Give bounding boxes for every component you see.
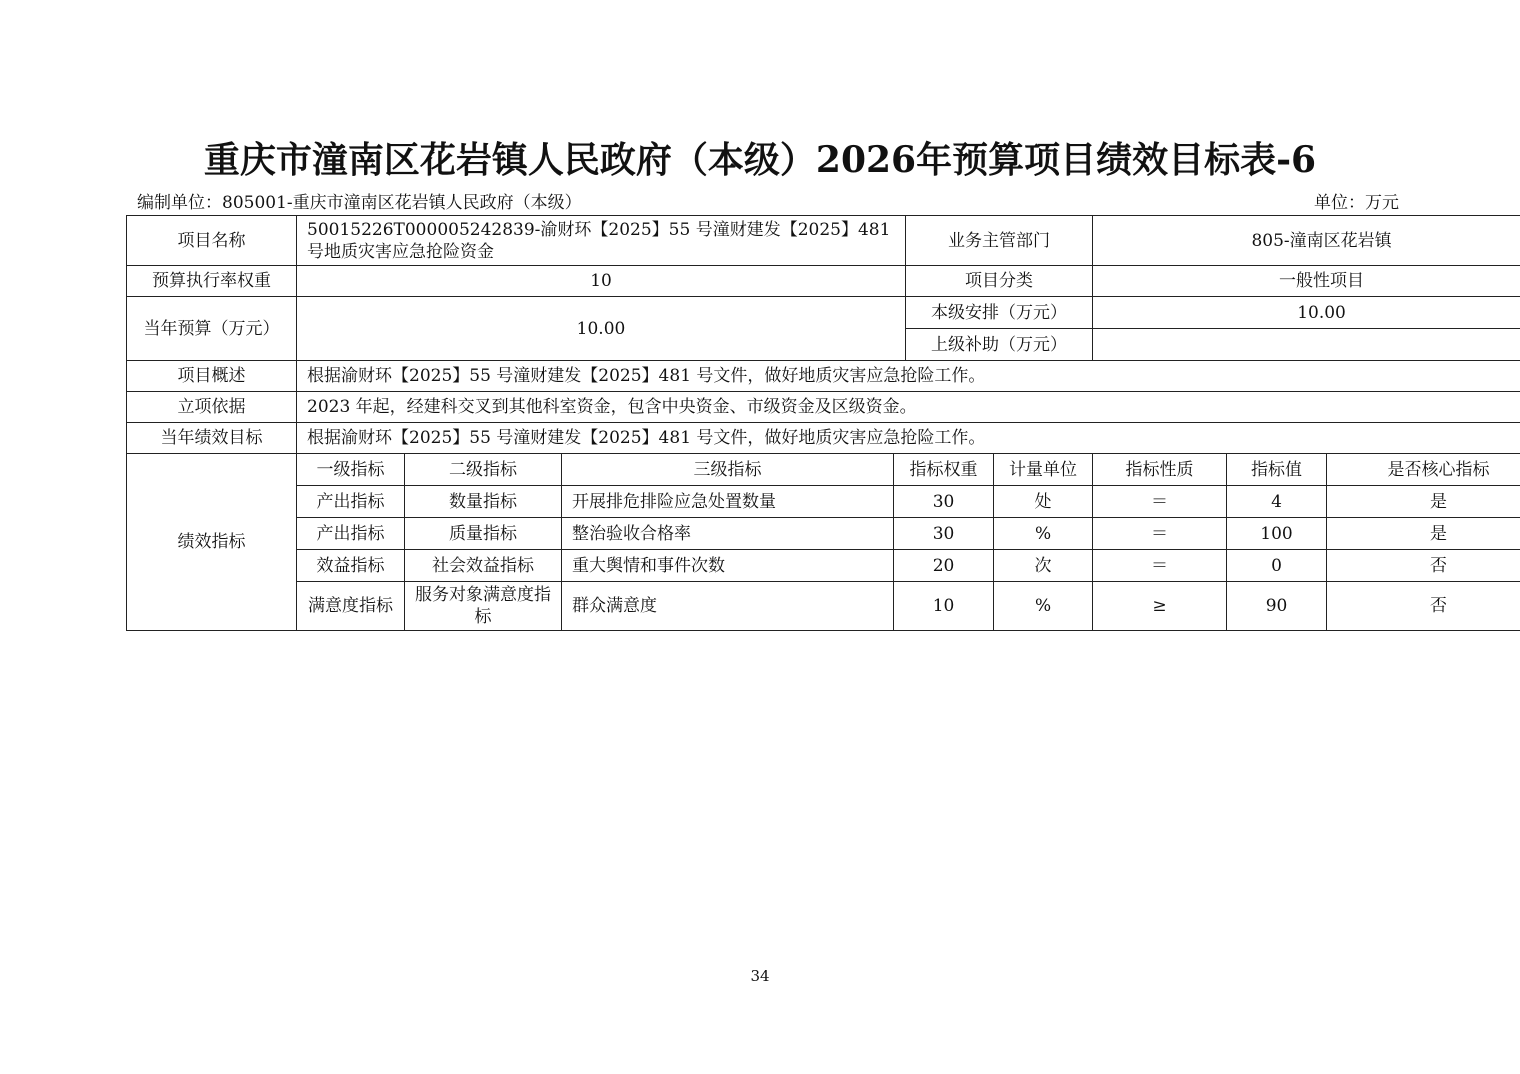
value-cell: 4 — [1227, 486, 1327, 518]
indicator-row — [127, 550, 1520, 582]
project-name-value: 50015226T000005242839-渝财环【2025】55 号潼财建发【2025】481 号地质灾害应急抢险资金 — [297, 216, 906, 266]
header-value: 指标值 — [1227, 454, 1327, 486]
value-cell: 90 — [1227, 582, 1327, 631]
level3-cell: 重大舆情和事件次数 — [562, 550, 894, 582]
unit-cell: 次 — [994, 550, 1093, 582]
core-cell: 是 — [1327, 486, 1520, 518]
indicator-header-row — [127, 454, 1520, 486]
performance-target-table — [126, 215, 1520, 631]
basis-value: 2023 年起，经建科交叉到其他科室资金，包含中央资金、市级资金及区级资金。 — [297, 392, 1520, 423]
level2-cell: 质量指标 — [405, 518, 562, 550]
level2-cell: 服务对象满意度指标 — [405, 582, 562, 631]
nature-cell: ＝ — [1093, 486, 1227, 518]
unit-cell: 处 — [994, 486, 1093, 518]
core-cell: 否 — [1327, 582, 1520, 631]
basis-row — [127, 392, 1520, 423]
compiling-unit: 编制单位：805001-重庆市潼南区花岩镇人民政府（本级） — [137, 193, 582, 213]
project-name-row — [127, 216, 1520, 266]
category-label: 项目分类 — [906, 266, 1093, 297]
indicator-row — [127, 518, 1520, 550]
upper-funding-value — [1093, 329, 1520, 361]
core-cell: 是 — [1327, 518, 1520, 550]
upper-funding-label: 上级补助（万元） — [906, 329, 1093, 361]
level3-cell: 开展排危排险应急处置数量 — [562, 486, 894, 518]
header-unit: 计量单位 — [994, 454, 1093, 486]
weight-value: 10 — [297, 266, 906, 297]
unit-cell: % — [994, 582, 1093, 631]
weight-cell: 10 — [894, 582, 994, 631]
header-level1: 一级指标 — [297, 454, 405, 486]
category-value: 一般性项目 — [1093, 266, 1520, 297]
budget-label: 当年预算（万元） — [127, 297, 297, 361]
page-title: 重庆市潼南区花岩镇人民政府（本级）2026年预算项目绩效目标表-6 — [203, 139, 1317, 181]
unit-cell: % — [994, 518, 1093, 550]
header-level2: 二级指标 — [405, 454, 562, 486]
header-level3: 三级指标 — [562, 454, 894, 486]
level2-cell: 社会效益指标 — [405, 550, 562, 582]
level2-cell: 数量指标 — [405, 486, 562, 518]
weight-cell: 20 — [894, 550, 994, 582]
weight-label: 预算执行率权重 — [127, 266, 297, 297]
budget-row — [127, 297, 1520, 329]
value-cell: 100 — [1227, 518, 1327, 550]
local-funding-label: 本级安排（万元） — [906, 297, 1093, 329]
goal-label: 当年绩效目标 — [127, 423, 297, 454]
header-nature: 指标性质 — [1093, 454, 1227, 486]
header-core: 是否核心指标 — [1327, 454, 1520, 486]
level3-cell: 群众满意度 — [562, 582, 894, 631]
dept-value: 805-潼南区花岩镇 — [1093, 216, 1520, 266]
goal-row — [127, 423, 1520, 454]
weight-cell: 30 — [894, 518, 994, 550]
nature-cell: ＝ — [1093, 518, 1227, 550]
page-number: 34 — [750, 967, 770, 985]
currency-unit: 单位：万元 — [1314, 193, 1399, 213]
overview-label: 项目概述 — [127, 361, 297, 392]
budget-value: 10.00 — [297, 297, 906, 361]
basis-label: 立项依据 — [127, 392, 297, 423]
overview-value: 根据渝财环【2025】55 号潼财建发【2025】481 号文件，做好地质灾害应急抢险工作。 — [297, 361, 1520, 392]
core-cell: 否 — [1327, 550, 1520, 582]
goal-value: 根据渝财环【2025】55 号潼财建发【2025】481 号文件，做好地质灾害应急抢险工作。 — [297, 423, 1520, 454]
overview-row — [127, 361, 1520, 392]
level3-cell: 整治验收合格率 — [562, 518, 894, 550]
value-cell: 0 — [1227, 550, 1327, 582]
local-funding-value: 10.00 — [1093, 297, 1520, 329]
indicators-label: 绩效指标 — [127, 454, 297, 631]
indicator-row — [127, 486, 1520, 518]
header-weight: 指标权重 — [894, 454, 994, 486]
weight-cell: 30 — [894, 486, 994, 518]
level1-cell: 产出指标 — [297, 518, 405, 550]
level1-cell: 效益指标 — [297, 550, 405, 582]
level1-cell: 满意度指标 — [297, 582, 405, 631]
nature-cell: ＝ — [1093, 550, 1227, 582]
weight-row — [127, 266, 1520, 297]
indicator-row — [127, 582, 1520, 631]
project-name-label: 项目名称 — [127, 216, 297, 266]
nature-cell: ≥ — [1093, 582, 1227, 631]
dept-label: 业务主管部门 — [906, 216, 1093, 266]
level1-cell: 产出指标 — [297, 486, 405, 518]
